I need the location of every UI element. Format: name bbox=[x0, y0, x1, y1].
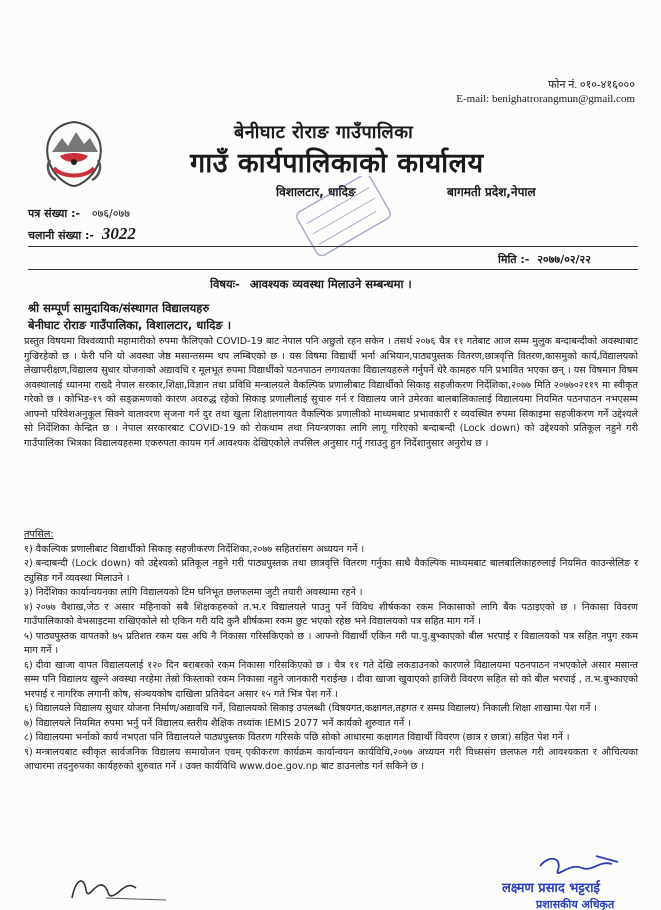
recipient-line-2: बेनीघाट रोराङ गाउँपालिका, विशालटार, धादिङ । bbox=[28, 318, 232, 332]
item-number: ६) bbox=[24, 659, 33, 671]
office-phone: फोन नं. ०१०-४१६००० bbox=[548, 79, 635, 91]
list-item bbox=[24, 586, 638, 601]
item-number: ७) bbox=[24, 717, 33, 729]
official-stamp-icon bbox=[284, 176, 404, 256]
letter-body bbox=[24, 335, 638, 451]
instruction-list bbox=[24, 543, 638, 775]
list-item bbox=[24, 702, 638, 717]
item-number: ५) bbox=[24, 630, 33, 642]
item-number: ४) bbox=[24, 601, 33, 613]
body-paragraph: प्रस्तुत विषयमा विश्वव्यापी महामारीको रुपमा फैलिएको COVID-19 बाट नेपाल पनि अछुतो रहन सकेन । तसर्थ २०७६ चैत्र ११ गतेबाट आज सम्म मुलुक बन्दाबन्दीको अवस्थाबाट गुज्रिरहेको छ । फेरी पनि यो अवस्था जेष्ठ मसान्तसम्म थप लम्बिएको छ । यस विषमा विद्यार्थी भर्ना अभियान,पाठ्यपुस्तक वितरण,छात्रवृत्ति वितरण,कासमुको कार्य,विद्यालयको लेखापरीक्षण,विद्यालय सुधार योजनाको अद्यावधि र मूलभूत रुपमा विद्यार्थीको पठनपाठन लगायतका विद्यालयहरुले गर्नुपर्ने धेरै कामहरु पनि प्रभावित भएका छन् । यस विषमान विषम अवस्थालाई ध्यानमा राख्दै नेपाल सरकार,शिक्षा,विज्ञान तथा प्रविधि मन्त्रालयले वैकल्पिक प्रणालीबाट विद्यार्थीको सिकाइ सहजीकरण निर्देशिका,२०७७ मिति २०७७०२११९ मा स्वीकृत गरेको छ । कोभिड-१९ को सङ्क्रमणको कारण अवरुद्ध रहेको सिकाइ प्रणालीलाई सुचारु गर्न र विद्यालय जाने उमेरका बालबालिकालाई विद्यालयमा नियमित पठनपाठन नभएसम्म आफ्नो परिवेशअनुकूल सिक्ने वातावरण सृजना गर्न दुर तथा खुला शिक्षालगायत वैकल्पिक प्रणालीको माध्यमबाट प्रभावकारी र व्यवस्थित रुपमा सिकाइमा सहजीकरण गर्ने उद्देश्यले सो निर्देशिका केन्द्रित छ । नेपाल सरकारबाट COVID-19 को रोकथाम तथा नियन्त्रणका लागि लागू गरिएको बन्दाबन्दी (Lock down) को उद्देश्यको प्रतिकूल नहुने गरी गाउँपालिका भित्रका विद्यालयहरुमा एकरुपता कायम गर्न आवश्यक देखिएकोले तपसिल अनुसार गर्नु गराउनु हुन निर्देशानुसार अनुरोध छ । bbox=[24, 336, 638, 449]
list-item bbox=[24, 717, 638, 732]
list-item bbox=[24, 601, 638, 630]
official-signature-icon bbox=[500, 852, 650, 910]
letter-subject bbox=[210, 277, 412, 292]
letter-number-label: पत्र संख्या :- bbox=[28, 207, 81, 220]
recipient-line-1: श्री सम्पूर्ण सामुदायिक/संस्थागत विद्यालयहरु bbox=[28, 301, 210, 315]
item-number: २) bbox=[24, 558, 33, 569]
handwritten-signature-left-icon bbox=[66, 868, 176, 910]
office-location: विशालटार, धादिङ bbox=[276, 185, 356, 199]
list-item bbox=[24, 731, 638, 746]
item-text: पाठ्यपुस्तक वापतको ७५ प्रतिशत रकम यस अघि नै निकासा गरिसकिएको छ । आफ्नो विद्यार्थी एकिन गरी पा.पु.बुभ्काएको बील भरपाई र विद्यालयको पत्र सहित नपुग रकम माग गर्ने । bbox=[24, 630, 638, 656]
item-text: विद्यालयले नियमित रुपमा भर्नु पर्ने विद्यालय स्तरीय शैक्षिक तथ्यांक IEMIS 2077 भर्ने कार्यको शुरुवात गर्ने । bbox=[35, 717, 411, 729]
list-item bbox=[24, 557, 638, 586]
date-label: मिति :- bbox=[498, 253, 530, 266]
date-value: २०७७/०२/२२ bbox=[537, 253, 591, 266]
dispatch-number bbox=[28, 224, 136, 244]
item-number: ९) bbox=[24, 746, 33, 758]
list-item bbox=[24, 659, 638, 703]
dispatch-number-value: 3022 bbox=[101, 224, 136, 243]
list-item bbox=[24, 746, 638, 775]
office-province: बागमती प्रदेश,नेपाल bbox=[447, 185, 536, 199]
header-divider bbox=[28, 246, 638, 247]
item-text: निर्देशिका कार्यान्वयनका लागि विद्यालयको टिम घनिभूत छलफलमा जुटी तयारी अवस्थामा रहने । bbox=[35, 587, 363, 598]
letter-number-value: ०७६/०७७ bbox=[91, 207, 130, 220]
item-text: वैकल्पिक प्रणालीबाट विद्यार्थीको सिकाइ सहजीकरण निर्देशिका,२०७७ सहितरांसग अध्ययन गर्ने । bbox=[35, 543, 365, 555]
subject-text: आवश्यक व्यवस्था मिलाउने सम्बन्धमा । bbox=[249, 277, 412, 291]
letter-date bbox=[498, 252, 591, 267]
item-text: बन्दाबन्दी (Lock down) को उद्देश्यको प्रतिकूल नहुने गरी पाठ्यपुस्तक तथा छात्रवृत्ति वितरण गर्नुका साथै वैकल्पिक माध्यमबाट बालबालिकाहरुलाई नियमित काउन्सेलिङ र ट्युसिङ गर्ने व्यवस्था मिलाउने । bbox=[24, 558, 638, 584]
item-number: ६) bbox=[24, 703, 33, 714]
signatory-designation: प्रशासकीय अधिकृत bbox=[536, 898, 615, 910]
tapasil-heading: तपसिल: bbox=[24, 529, 54, 540]
office-email: E-mail: benighatrorangmun@gmail.com bbox=[456, 93, 635, 105]
letter-number bbox=[28, 206, 130, 221]
item-text: २०७७ वैशाख,जेठ र असार महिनाको सबै शिक्षकहरुको त.भ.र विद्यालयले पाउनु पर्ने विविध शीर्षकका रकम निकासाको लागि बैंक पठाइएको छ । निकासा विवरण गाउँपालिकाको वेभसाइटमा राखिएकोले सो एकिन गरी यदि कुनै शीर्षकमा रकम छुट भएको रहेछ भने विद्यालयको पत्र सहित माग गर्ने । bbox=[24, 601, 638, 627]
item-text: मन्त्रालयबाट स्वीकृत सार्वजनिक विद्यालय समायोजन एवम् एकीकरण कार्यक्रम कार्यान्वयन कार्यविधि,२०७७ अध्ययन गरी विध्ससंग छलफल गरी आवश्यकता र औचित्यका आधारमा तदनुरुपका कार्यहरुको शुरुवात गर्ने । उक्त कार्यविधि www.doe.gov.np बाट डाउनलोड गर्न सकिने छ । bbox=[24, 746, 638, 772]
tapasil-section bbox=[24, 528, 638, 775]
municipality-name: बेनीघाट रोराङ गाउँपालिका bbox=[234, 122, 414, 143]
item-number: १) bbox=[24, 543, 33, 555]
subject-label: विषयः- bbox=[210, 277, 240, 291]
list-item bbox=[24, 630, 638, 659]
signatory-name: लक्ष्मण प्रसाद भट्टराई bbox=[502, 881, 600, 896]
dispatch-number-label: चलानी संख्या :- bbox=[28, 229, 94, 242]
date-divider bbox=[28, 269, 638, 270]
list-item bbox=[24, 543, 638, 558]
item-text: दीवा खाजा वापत विद्यालयलाई १२० दिन बराबरको रकम निकासा गरिसकिएको छ । चैत्र ११ गते देखि लकडाउनको कारणले विद्यालयमा पठनपाठन नभएकोले असार मसान्त सम्म पनि विद्यालय खुल्ने अवस्था नरहेमा तेस्रो किस्ताको रकम निकासा नहुने जानकारी गराईन्छ । दीवा खाजा खुवाएको हाजिरी विवरण सहित सो को बील भरपाई , त.भ.बुभ्काएको भरपाई र नागरिक लगानी कोष, संञ्चयकोष दाखिला प्रतिवेदन असार १५ गते भित्र पेश गर्ने । bbox=[24, 659, 638, 700]
item-text: विद्यालयमा भर्नाको कार्य नभएता पनि विद्यालयले पाठ्यपुस्तक वितरण गरिसके पछि सोको आधारमा कक्षागत विद्यार्थी विवरण (छात्र र छात्रा) सहित पेश गर्ने । bbox=[35, 732, 570, 743]
item-text: विद्यालयले विद्यालय सुधार योजना निर्माण/अद्यावधि गर्ने, विद्यालयको सिकाइ उपलब्धी (विषयगत,कक्षागत,तहगत र समग्र विद्यालय) निकाली शिक्षा शाखामा पेश गर्ने । bbox=[35, 703, 598, 714]
item-number: ३) bbox=[24, 587, 33, 598]
item-number: ८) bbox=[24, 732, 33, 743]
nepal-emblem-icon bbox=[38, 118, 110, 190]
office-title: गाउँ कार्यपालिकाको कार्यालय bbox=[190, 148, 484, 179]
